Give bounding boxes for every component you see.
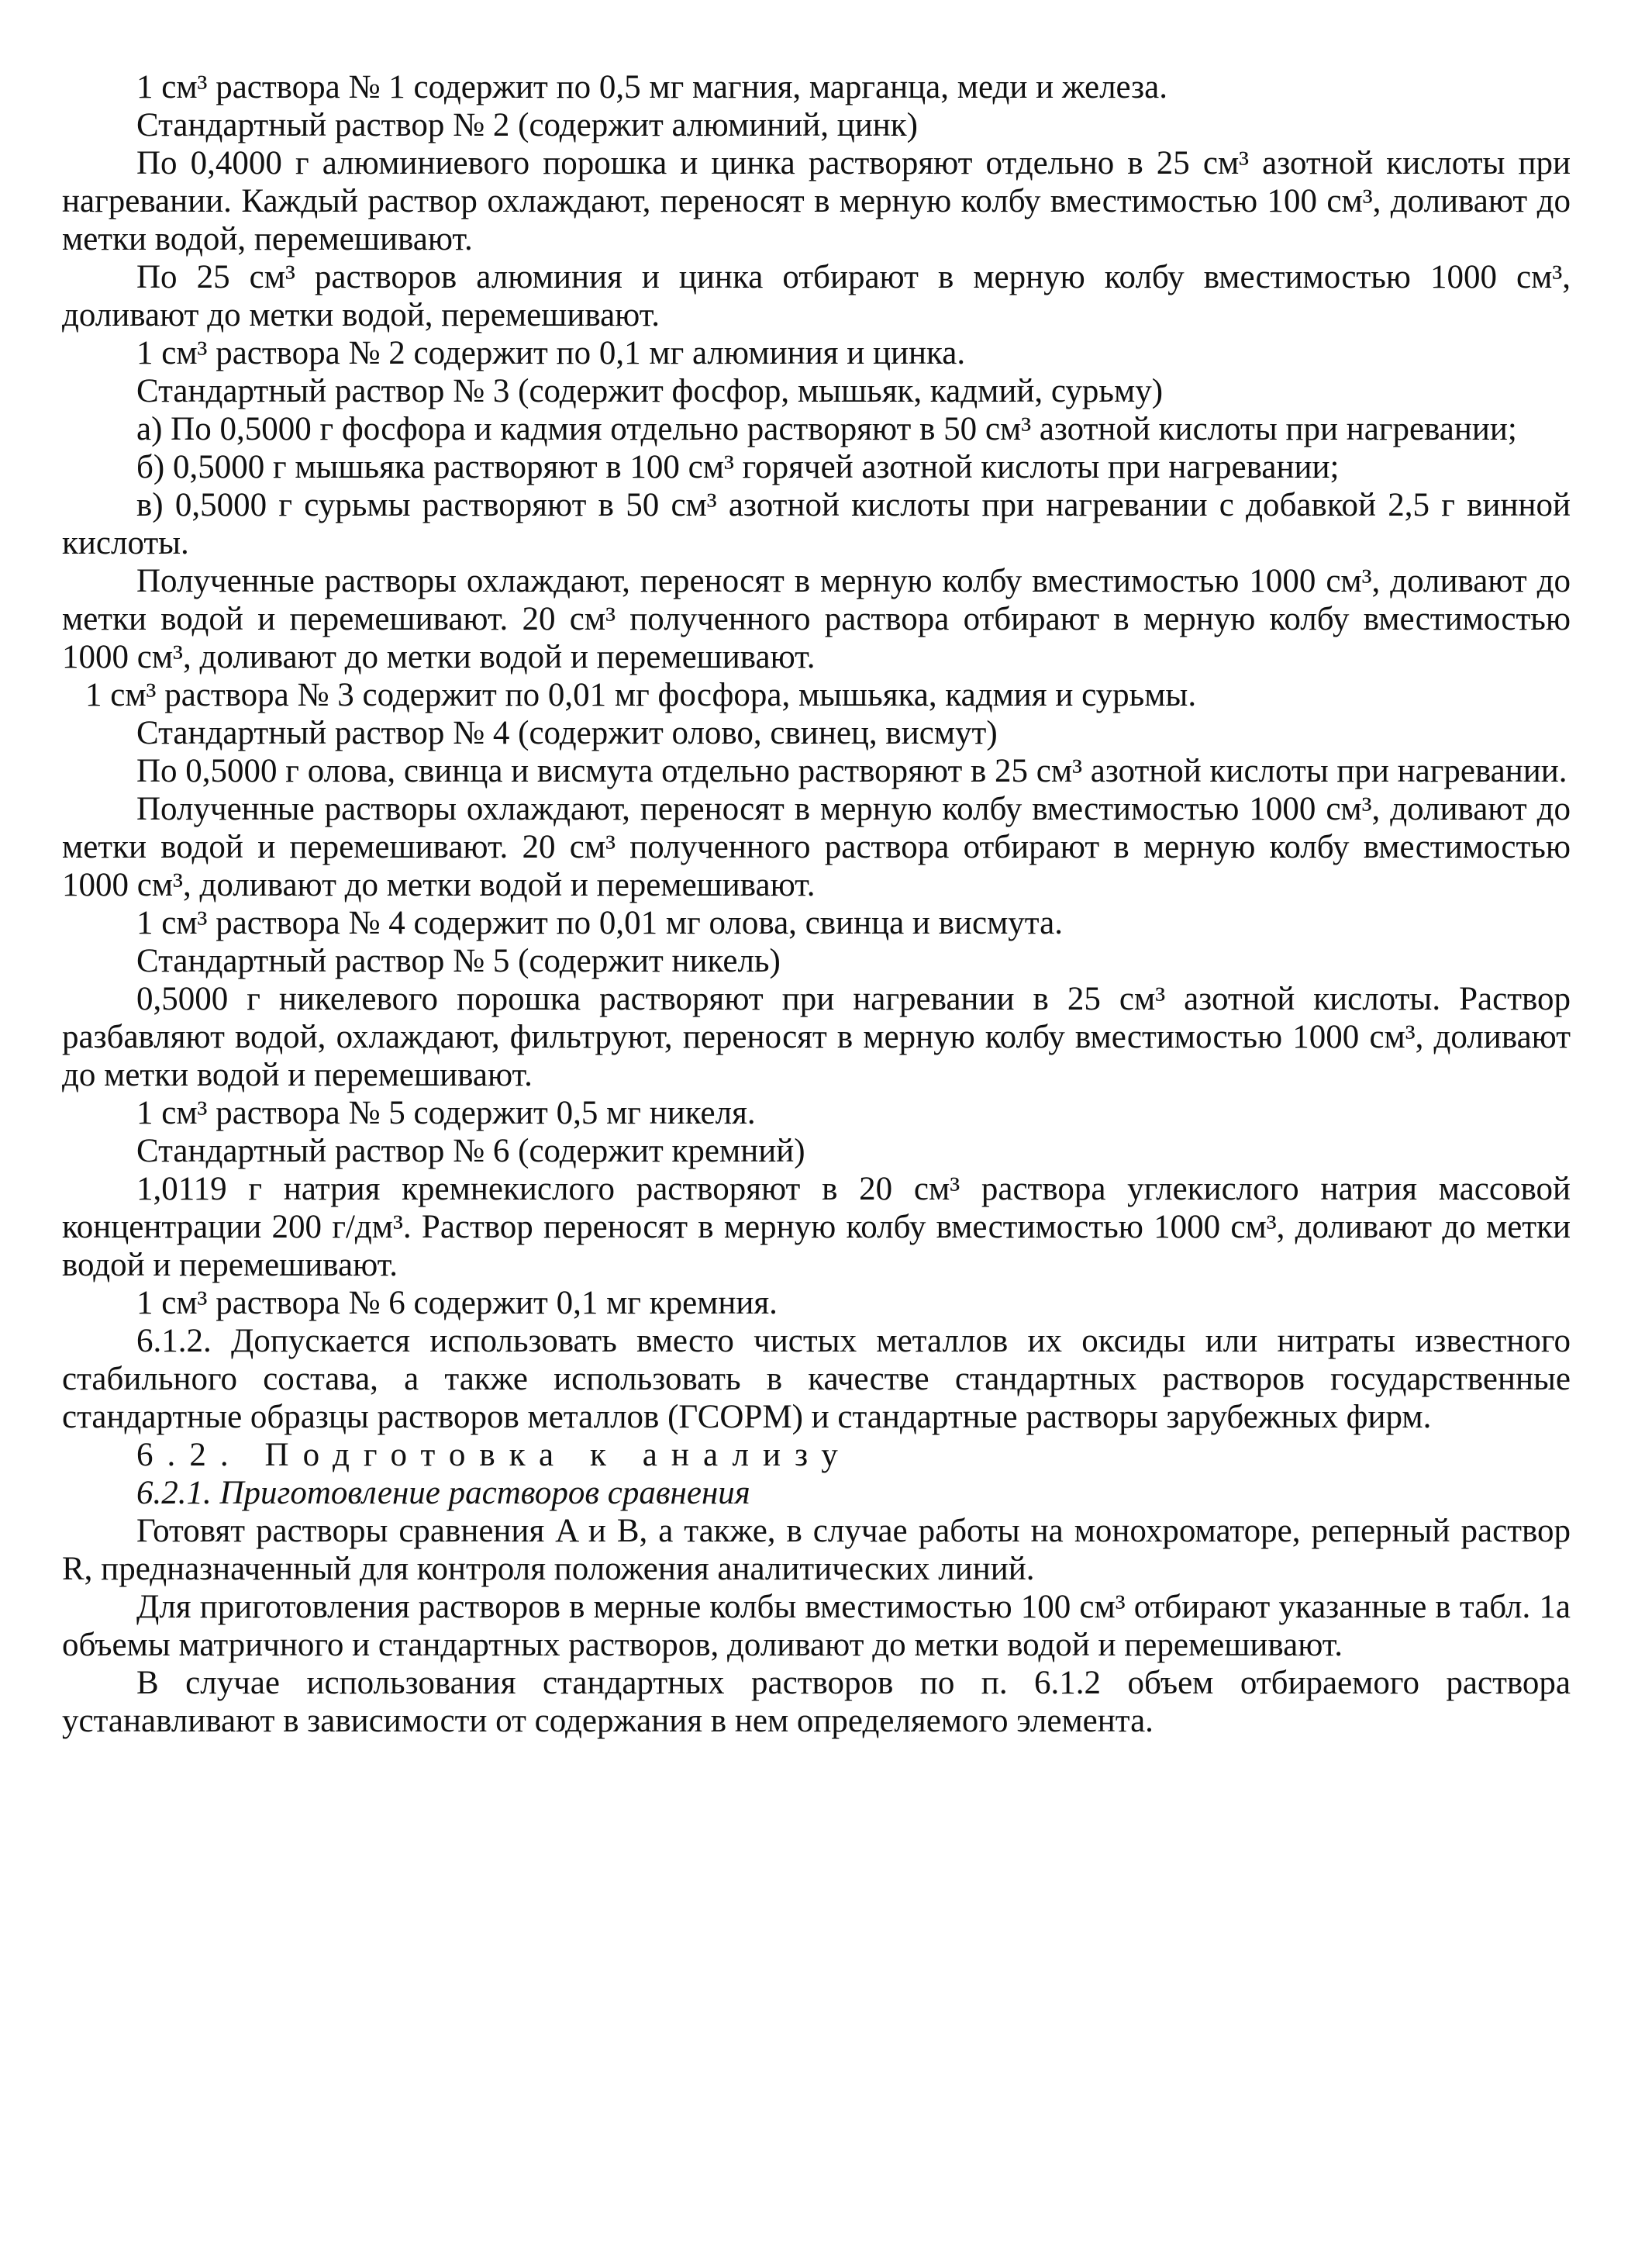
paragraph-nickel-preparation: 0,5000 г никелевого порошка растворяют при нагревании в 25 см³ азотной кислоты. Раствор разбавляют водой, охлаждают, фильтруют, переносят в мерную колбу вместимостью 1000 см³, доливают до метки водой и перемешивают.	[62, 981, 1571, 1093]
paragraph-solution-3-content: 1 см³ раствора № 3 содержит по 0,01 мг фосфора, мышьяка, кадмия и сурьмы.	[85, 677, 1197, 713]
paragraph-volumetric-preparation: Для приготовления растворов в мерные колбы вместимостью 100 см³ отбирают указанные в табл. 1а объемы матричного и стандартных растворов, доливают до метки водой и перемешивают.	[62, 1589, 1571, 1663]
paragraph-solution-1-content: 1 см³ раствора № 1 содержит по 0,5 мг магния, марганца, меди и железа.	[136, 69, 1167, 105]
paragraph-al-zn-dilution: По 25 см³ растворов алюминия и цинка отбирают в мерную колбу вместимостью 1000 см³, доливают до метки водой, перемешивают.	[62, 259, 1571, 333]
paragraph-solution-3-preparation: Полученные растворы охлаждают, переносят в мерную колбу вместимостью 1000 см³, доливают до метки водой и перемешивают. 20 см³ полученного раствора отбирают в мерную колбу вместимостью 1000 см³, доливают до метки водой и перемешивают.	[62, 563, 1571, 675]
section-heading-6-2: 6.2. Подготовка к анализу	[136, 1437, 852, 1473]
paragraph-clause-6-1-2: 6.1.2. Допускается использовать вместо чистых металлов их оксиды или нитраты известного стабильного состава, а также использовать в качестве стандартных растворов государственные стандартные образцы растворов металлов (ГСОРМ) и стандартные растворы зарубежных фирм.	[62, 1323, 1571, 1435]
subsection-heading-6-2-1: 6.2.1. Приготовление растворов сравнения	[136, 1475, 750, 1511]
heading-standard-solution-5: Стандартный раствор № 5 (содержит никель)	[136, 943, 781, 979]
paragraph-solution-2-content: 1 см³ раствора № 2 содержит по 0,1 мг алюминия и цинка.	[136, 335, 966, 371]
heading-standard-solution-2: Стандартный раствор № 2 (содержит алюминий, цинк)	[136, 107, 919, 143]
paragraph-item-a: а) По 0,5000 г фосфора и кадмия отдельно растворяют в 50 см³ азотной кислоты при нагревании;	[136, 411, 1517, 447]
paragraph-silicon-preparation: 1,0119 г натрия кремнекислого растворяют в 20 см³ раствора углекислого натрия массовой концентрации 200 г/дм³. Раствор переносят в мерную колбу вместимостью 1000 см³, доливают до метки водой и перемешивают.	[62, 1171, 1571, 1283]
heading-standard-solution-3: Стандартный раствор № 3 (содержит фосфор, мышьяк, кадмий, сурьму)	[136, 373, 1164, 409]
heading-standard-solution-6: Стандартный раствор № 6 (содержит кремний)	[136, 1133, 805, 1169]
paragraph-solution-6-content: 1 см³ раствора № 6 содержит 0,1 мг кремния.	[136, 1285, 778, 1321]
paragraph-sn-pb-bi-dissolution: По 0,5000 г олова, свинца и висмута отдельно растворяют в 25 см³ азотной кислоты при нагревании.	[136, 753, 1567, 789]
paragraph-item-v: в) 0,5000 г сурьмы растворяют в 50 см³ азотной кислоты при нагревании с добавкой 2,5 г винной кислоты.	[62, 487, 1571, 561]
paragraph-item-b: б) 0,5000 г мышьяка растворяют в 100 см³ горячей азотной кислоты при нагревании;	[136, 449, 1340, 485]
paragraph-solution-4-content: 1 см³ раствора № 4 содержит по 0,01 мг олова, свинца и висмута.	[136, 905, 1063, 941]
paragraph-volume-determination: В случае использования стандартных растворов по п. 6.1.2 объем отбираемого раствора устанавливают в зависимости от содержания в нем определяемого элемента.	[62, 1665, 1571, 1739]
paragraph-reference-solutions: Готовят растворы сравнения A и B, а также, в случае работы на монохроматоре, реперный раствор R, предназначенный для контроля положения аналитических линий.	[62, 1513, 1571, 1587]
paragraph-solution-5-content: 1 см³ раствора № 5 содержит 0,5 мг никеля.	[136, 1095, 756, 1131]
paragraph-solution-4-preparation: Полученные растворы охлаждают, переносят в мерную колбу вместимостью 1000 см³, доливают до метки водой и перемешивают. 20 см³ полученного раствора отбирают в мерную колбу вместимостью 1000 см³, доливают до метки водой и перемешивают.	[62, 791, 1571, 903]
paragraph-al-zn-dissolution: По 0,4000 г алюминиевого порошка и цинка растворяют отдельно в 25 см³ азотной кислоты при нагревании. Каждый раствор охлаждают, переносят в мерную колбу вместимостью 100 см³, доливают до метки водой, перемешивают.	[62, 145, 1571, 257]
heading-standard-solution-4: Стандартный раствор № 4 (содержит олово, свинец, висмут)	[136, 715, 998, 751]
